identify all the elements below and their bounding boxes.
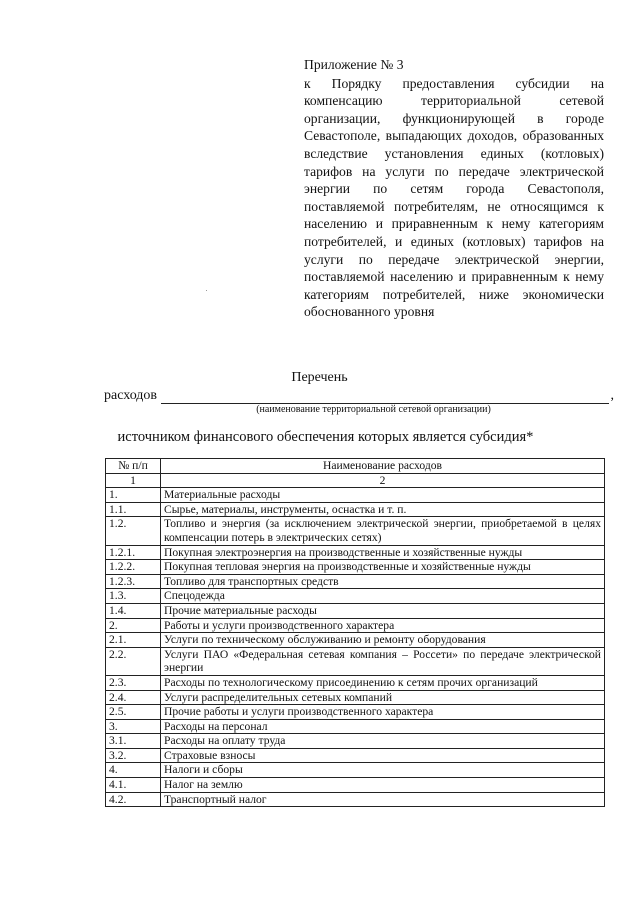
row-number: 2.5.: [106, 705, 161, 720]
table-row: [106, 545, 605, 560]
table-row: [106, 763, 605, 778]
row-number: 2.2.: [106, 647, 161, 675]
organization-blank-line: [161, 389, 608, 404]
table-row: [106, 603, 605, 618]
row-number: 3.1.: [106, 734, 161, 749]
row-expense-name: Топливо для транспортных средств: [161, 574, 605, 589]
row-number: 1.2.: [106, 517, 161, 545]
row-expense-name: Покупная тепловая энергия на производственные и хозяйственные нужды: [161, 560, 605, 575]
row-number: 1.2.2.: [106, 560, 161, 575]
row-number: 2.1.: [106, 633, 161, 648]
table-row: [106, 734, 605, 749]
organization-caption: (наименование территориальной сетевой организации): [256, 404, 491, 415]
row-expense-name: Сырье, материалы, инструменты, оснастка и т. п.: [161, 502, 605, 517]
row-expense-name: Услуги по техническому обслуживанию и ремонту оборудования: [161, 633, 605, 648]
row-expense-name: Услуги распределительных сетевых компаний: [161, 690, 605, 705]
expenses-table: [105, 458, 605, 807]
row-expense-name: Страховые взносы: [161, 748, 605, 763]
table-row: [106, 560, 605, 575]
appendix-text: к Порядку предоставления субсидии на компенсацию территориальной сетевой организации, функционирующей в городе Севастополе, выпадающих доходов, образованных вследствие установления единых (котловых) тарифов на услуги по передаче электрической энергии по сетям города Севастополя, поставляемой потребителям, не относящимся к населению и приравненным к нему категориям потребителей, и единых (котловых) тарифов на услуги по передаче электрической энергии, поставляемой населению и приравненным к нему категориям потребителей, ниже экономически обоснованного уровня: [304, 75, 604, 320]
row-expense-name: Расходы на оплату труда: [161, 734, 605, 749]
row-number: 1.: [106, 488, 161, 503]
expenses-label: расходов: [104, 388, 158, 403]
table-column-number-row: [106, 473, 605, 488]
row-number: 1.2.1.: [106, 545, 161, 560]
row-expense-name: Материальные расходы: [161, 488, 605, 503]
page-heading: Перечень: [291, 370, 348, 385]
table-row: [106, 633, 605, 648]
table-row: [106, 748, 605, 763]
row-expense-name: Налог на землю: [161, 778, 605, 793]
row-number: 4.1.: [106, 778, 161, 793]
table-row: [106, 792, 605, 807]
table-row: [106, 589, 605, 604]
table-row: [106, 574, 605, 589]
row-expense-name: Прочие работы и услуги производственного характера: [161, 705, 605, 720]
appendix-block: [304, 56, 604, 321]
header-number: № п/п: [106, 459, 161, 474]
expenses-comma: ,: [610, 388, 614, 403]
row-expense-name: Топливо и энергия (за исключением электрической энергии, приобретаемой в целях компенсации потерь в электрических сетях): [161, 517, 605, 545]
table-header-row: [106, 459, 605, 474]
column-number-1: 1: [106, 473, 161, 488]
table-row: [106, 719, 605, 734]
table-row: [106, 618, 605, 633]
table-row: [106, 705, 605, 720]
column-number-2: 2: [161, 473, 605, 488]
row-expense-name: Налоги и сборы: [161, 763, 605, 778]
table-row: [106, 488, 605, 503]
row-expense-name: Спецодежда: [161, 589, 605, 604]
header-name: Наименование расходов: [161, 459, 605, 474]
row-number: 2.4.: [106, 690, 161, 705]
table-row: [106, 778, 605, 793]
row-number: 1.3.: [106, 589, 161, 604]
row-expense-name: Услуги ПАО «Федеральная сетевая компания – Россети» по передаче электрической энергии: [161, 647, 605, 675]
row-expense-name: Прочие материальные расходы: [161, 603, 605, 618]
row-number: 3.2.: [106, 748, 161, 763]
row-expense-name: Расходы на персонал: [161, 719, 605, 734]
subsidy-source-line: источником финансового обеспечения которых является субсидия*: [117, 429, 534, 445]
scan-speck: [206, 290, 207, 291]
row-expense-name: Работы и услуги производственного характера: [161, 618, 605, 633]
table-row: [106, 647, 605, 675]
row-number: 2.3.: [106, 675, 161, 690]
row-expense-name: Расходы по технологическому присоединению к сетям прочих организаций: [161, 675, 605, 690]
appendix-title: Приложение № 3: [304, 57, 404, 72]
row-number: 1.1.: [106, 502, 161, 517]
row-number: 1.2.3.: [106, 574, 161, 589]
row-expense-name: Покупная электроэнергия на производственные и хозяйственные нужды: [161, 545, 605, 560]
table-row: [106, 517, 605, 545]
table-row: [106, 690, 605, 705]
row-number: 2.: [106, 618, 161, 633]
row-number: 3.: [106, 719, 161, 734]
row-number: 1.4.: [106, 603, 161, 618]
expenses-line: [104, 388, 614, 404]
row-number: 4.: [106, 763, 161, 778]
row-number: 4.2.: [106, 792, 161, 807]
table-body: [106, 488, 605, 807]
table-row: [106, 502, 605, 517]
row-expense-name: Транспортный налог: [161, 792, 605, 807]
table-row: [106, 675, 605, 690]
